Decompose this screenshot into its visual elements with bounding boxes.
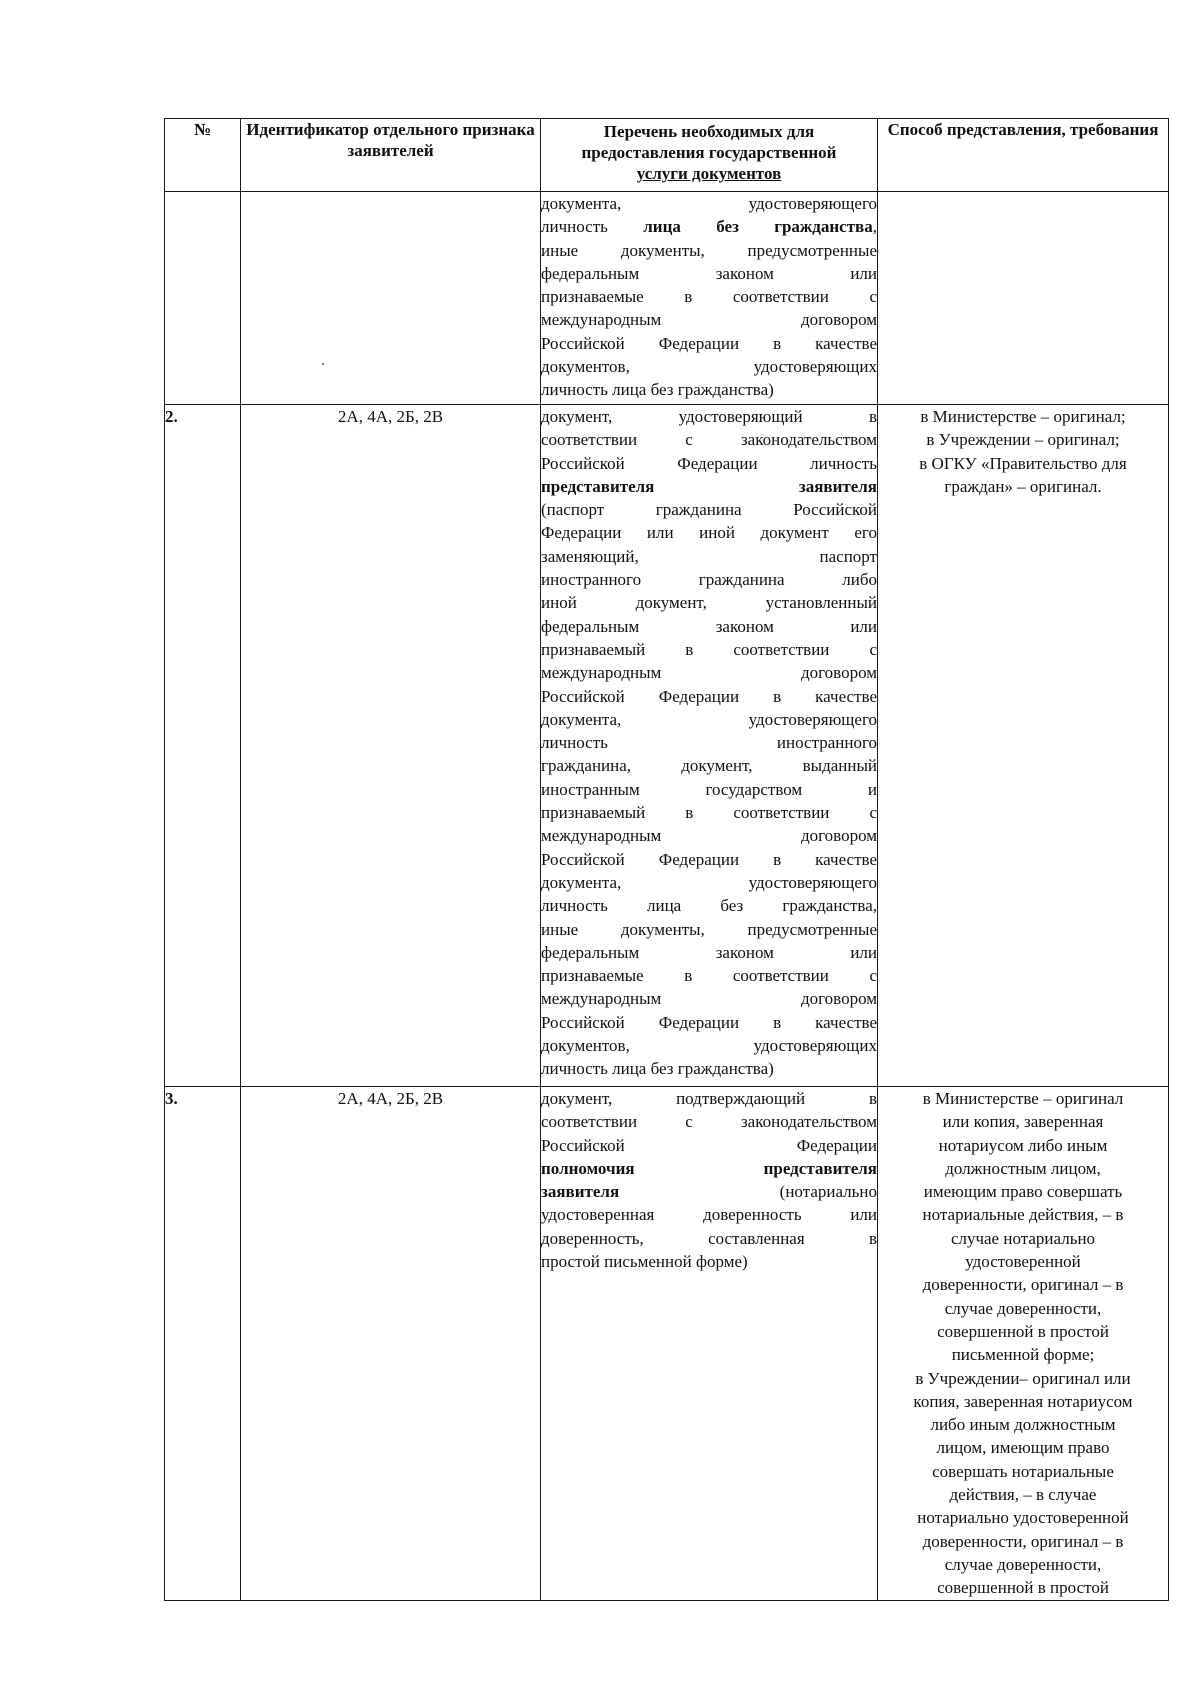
method-text-line: в Учреждении– оригинал или bbox=[915, 1368, 1131, 1388]
document-text-line: федеральным законом или bbox=[541, 263, 878, 283]
row-number: 3. bbox=[165, 1087, 241, 1601]
method-text-line: нотариально удостоверенной bbox=[917, 1508, 1129, 1528]
method-text-line: в Учреждении – оригинал; bbox=[926, 430, 1120, 450]
table-body bbox=[165, 192, 1169, 1601]
document-text-line: Российской Федерации bbox=[541, 1135, 877, 1155]
header-documents-line: Перечень необходимых для bbox=[603, 122, 815, 141]
document-text-line: гражданина, документ, выданный bbox=[541, 756, 877, 776]
document-text-line: документа, удостоверяющего bbox=[541, 709, 877, 729]
document-text-line: Федерации или иной документ его bbox=[541, 523, 877, 543]
method-text-line: случае доверенности, bbox=[944, 1298, 1102, 1318]
document-text-line: личность лица без гражданства, bbox=[541, 896, 877, 916]
document-text-line: Российской Федерации в качестве bbox=[541, 333, 877, 353]
method-text-line: копия, заверенная нотариусом bbox=[913, 1391, 1133, 1411]
document-text-line: международным договором bbox=[541, 663, 877, 683]
method-text-line: нотариусом либо иным bbox=[938, 1135, 1108, 1155]
document-text-line: иностранного гражданина либо bbox=[541, 570, 877, 590]
row-method bbox=[878, 1087, 1169, 1601]
emphasis-text: полномочия bbox=[541, 1158, 635, 1178]
document-text-line: заявителя (нотариально bbox=[541, 1182, 877, 1202]
document-text-line: личность лица без гражданства, bbox=[541, 217, 877, 237]
header-num: № bbox=[165, 119, 241, 192]
document-text-line: международным договором bbox=[541, 989, 877, 1009]
method-text-line: случае доверенности, bbox=[944, 1554, 1102, 1574]
document-text-line: Российской Федерации личность bbox=[541, 453, 877, 473]
document-text-line: соответствии с законодательством bbox=[541, 1112, 877, 1132]
header-documents-line: услуги документов bbox=[636, 164, 782, 183]
document-text-line: иные документы, предусмотренные bbox=[541, 919, 877, 939]
document-text-line: документов, удостоверяющих bbox=[541, 1036, 877, 1056]
document-text-line: простой письменной форме) bbox=[541, 1252, 748, 1272]
document-text-line bbox=[541, 1157, 877, 1180]
method-text-line: граждан» – оригинал. bbox=[944, 476, 1102, 496]
document-text-line: документ, удостоверяющий в bbox=[541, 407, 877, 426]
document-text-line: признаваемые в соответствии с bbox=[541, 287, 877, 307]
document-text-line: (паспорт гражданина Российской bbox=[541, 500, 877, 520]
document-text-line: признаваемые в соответствии с bbox=[541, 966, 877, 986]
header-documents bbox=[541, 119, 878, 192]
document-text-line: иностранным государством и bbox=[541, 779, 877, 799]
document-text-line: иной документ, установленный bbox=[541, 593, 877, 613]
document-text-line: личность лица без гражданства) bbox=[541, 380, 774, 400]
row-identifier bbox=[241, 192, 541, 405]
table-row bbox=[165, 405, 1169, 1087]
document-text-line bbox=[541, 475, 877, 498]
header-identifier: Идентификатор отдельного признака заявителей bbox=[241, 119, 541, 192]
row-documents bbox=[541, 1087, 878, 1601]
document-text-line: международным договором bbox=[541, 310, 877, 330]
row-method bbox=[878, 405, 1169, 1087]
document-text-line: документ, подтверждающий в bbox=[541, 1089, 877, 1108]
method-text-line: нотариальные действия, – в bbox=[922, 1205, 1124, 1225]
method-text-line: в Министерстве – оригинал; bbox=[920, 407, 1126, 426]
row-method bbox=[878, 192, 1169, 405]
table-row bbox=[165, 192, 1169, 405]
method-text-line: должностным лицом, bbox=[945, 1158, 1101, 1178]
emphasis-text: заявителя bbox=[798, 476, 877, 496]
row-documents bbox=[541, 192, 878, 405]
method-text-line: удостоверенной bbox=[965, 1252, 1081, 1272]
header-documents-line: предоставления государственной bbox=[581, 143, 837, 162]
header-method: Способ представления, требования bbox=[878, 119, 1169, 192]
method-text-line: либо иным должностным bbox=[930, 1415, 1116, 1435]
method-text-line: лицом, имеющим право bbox=[936, 1438, 1110, 1458]
row-number: 2. bbox=[165, 405, 241, 1087]
emphasis-text: заявителя bbox=[541, 1182, 620, 1202]
document-text-line: личность лица без гражданства) bbox=[541, 1059, 774, 1079]
document-text-line: признаваемый в соответствии с bbox=[541, 803, 877, 823]
document-text-line: документа, удостоверяющего bbox=[541, 194, 877, 213]
method-text-line: в Министерстве – оригинал bbox=[922, 1089, 1124, 1108]
method-text-line: действия, – в случае bbox=[949, 1485, 1097, 1505]
document-text-line: удостоверенная доверенность или bbox=[541, 1205, 877, 1225]
method-text-line: случае нотариально bbox=[950, 1228, 1096, 1248]
row-identifier: 2А, 4А, 2Б, 2В bbox=[241, 1087, 541, 1601]
emphasis-text: представителя bbox=[763, 1158, 877, 1178]
table-row bbox=[165, 1087, 1169, 1601]
document-text-line: заменяющий, паспорт bbox=[541, 546, 877, 566]
row-number bbox=[165, 192, 241, 405]
method-text-line: имеющим право совершать bbox=[923, 1182, 1123, 1202]
document-text-line: признаваемый в соответствии с bbox=[541, 639, 877, 659]
method-text-line: совершенной в простой bbox=[937, 1578, 1109, 1598]
table-header bbox=[165, 119, 1169, 192]
document-text-line: Российской Федерации в качестве bbox=[541, 686, 877, 706]
row-identifier: 2А, 4А, 2Б, 2В bbox=[241, 405, 541, 1087]
requirements-table bbox=[164, 118, 1169, 1601]
method-text-line: совершать нотариальные bbox=[932, 1461, 1114, 1481]
document-text-line: федеральным законом или bbox=[541, 616, 878, 636]
method-text-line: письменной форме; bbox=[951, 1345, 1095, 1365]
method-text-line: или копия, заверенная bbox=[942, 1112, 1104, 1132]
document-text-line: соответствии с законодательством bbox=[541, 430, 877, 450]
method-text-line: в ОГКУ «Правительство для bbox=[919, 453, 1127, 473]
document-text-line: личность иностранного bbox=[541, 733, 877, 753]
emphasis-text: лица без гражданства bbox=[643, 217, 873, 237]
document-text-line: федеральным законом или bbox=[541, 942, 878, 962]
document-text-line: Российской Федерации в качестве bbox=[541, 849, 877, 869]
row-documents bbox=[541, 405, 878, 1087]
document-text-line: доверенность, составленная в bbox=[541, 1228, 877, 1248]
method-text-line: совершенной в простой bbox=[937, 1321, 1109, 1341]
document-text-line: Российской Федерации в качестве bbox=[541, 1012, 877, 1032]
method-text-line: доверенности, оригинал – в bbox=[922, 1275, 1124, 1295]
document-text-line: документа, удостоверяющего bbox=[541, 872, 877, 892]
document-text-line: документов, удостоверяющих bbox=[541, 357, 877, 377]
method-text-line: доверенности, оригинал – в bbox=[922, 1531, 1124, 1551]
document-text-line: международным договором bbox=[541, 826, 877, 846]
emphasis-text: представителя bbox=[541, 476, 655, 496]
document-text-line: иные документы, предусмотренные bbox=[541, 240, 877, 260]
